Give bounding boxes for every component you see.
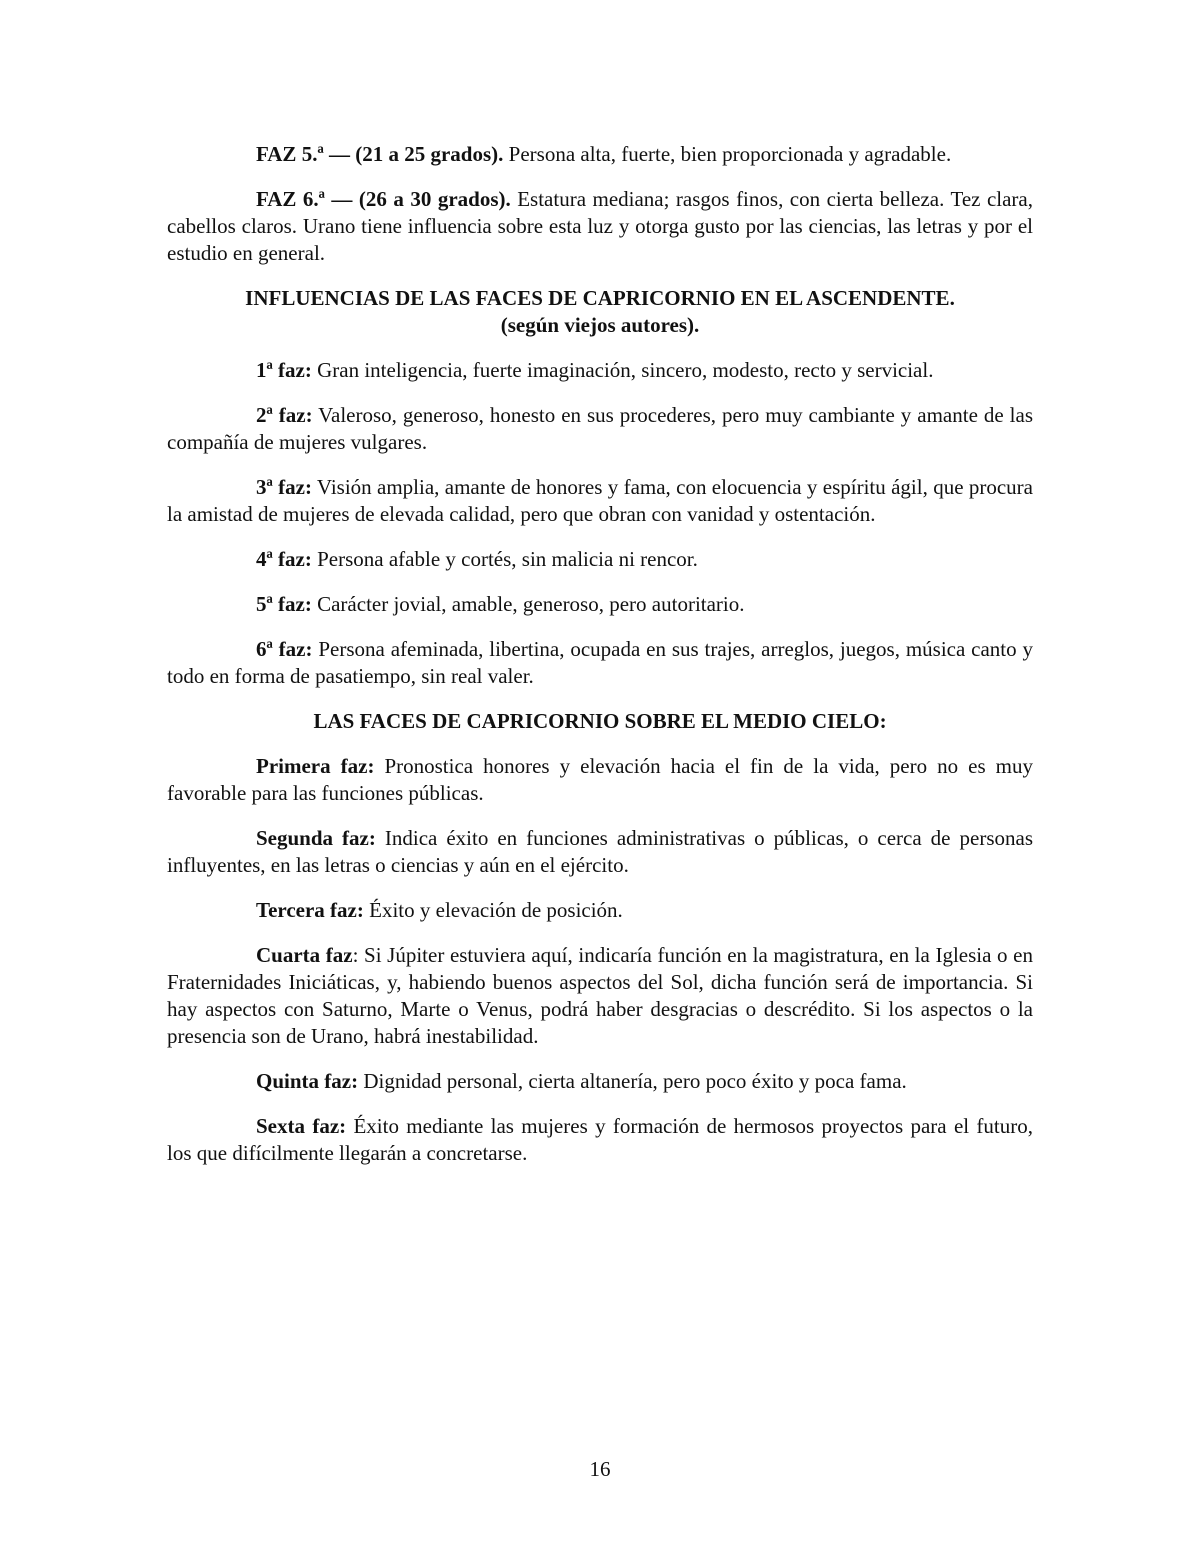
paragraph-text: Valeroso, generoso, honesto en sus procederes, pero muy cambiante y amante de las compañía de mujeres vulgares. [167,403,1033,454]
section-title: INFLUENCIAS DE LAS FACES DE CAPRICORNIO EN EL ASCENDENTE. [245,286,955,310]
paragraph-medio-cielo-4 [167,942,1033,1050]
paragraph-label: FAZ 6.ª — (26 a 30 grados). [256,187,511,211]
paragraph-label: Tercera faz: [256,898,364,922]
paragraph-text: Éxito mediante las mujeres y formación de hermosos proyectos para el futuro, los que difícilmente llegarán a concretarse. [167,1114,1033,1165]
paragraph-faz-6 [167,186,1033,267]
paragraph-text: Éxito y elevación de posición. [369,898,623,922]
paragraph-label: 4ª faz: [256,547,312,571]
paragraph-text: Gran inteligencia, fuerte imaginación, sincero, modesto, recto y servicial. [317,358,934,382]
paragraph-label: Sexta faz: [256,1114,347,1138]
paragraph-ascendente-4 [167,546,1033,573]
paragraph-label: Primera faz: [256,754,375,778]
paragraph-ascendente-1 [167,357,1033,384]
paragraph-label: FAZ 5.ª — (21 a 25 grados). [256,142,504,166]
paragraph-medio-cielo-5 [167,1068,1033,1095]
paragraph-ascendente-6 [167,636,1033,690]
paragraph-label: 6ª faz: [256,637,313,661]
paragraph-text: Indica éxito en funciones administrativas o públicas, o cerca de personas influyentes, en las letras o ciencias y aún en el ejército. [167,826,1033,877]
paragraph-text: Persona alta, fuerte, bien proporcionada y agradable. [508,142,952,166]
paragraph-label: 1ª faz: [256,358,312,382]
paragraph-ascendente-5 [167,591,1033,618]
paragraph-label: 2ª faz: [256,403,313,427]
paragraph-medio-cielo-6 [167,1113,1033,1167]
section-subtitle: (según viejos autores). [500,313,700,337]
paragraph-text: Visión amplia, amante de honores y fama, con elocuencia y espíritu ágil, que procura la amistad de mujeres de elevada calidad, pero que obran con vanidad y ostentación. [167,475,1033,526]
paragraph-ascendente-3 [167,474,1033,528]
paragraph-ascendente-2 [167,402,1033,456]
paragraph-medio-cielo-2 [167,825,1033,879]
page-body [167,141,1033,1185]
paragraph-label: 5ª faz: [256,592,312,616]
paragraph-text: : Si Júpiter estuviera aquí, indicaría función en la magistratura, en la Iglesia o en Fraternidades Iniciáticas, y, habiendo buenos aspectos del Sol, dicha función será de importancia. Si hay aspectos con Saturno, Marte o Venus, podrá haber desgracias o descrédito. Si los aspectos o la presencia son de Urano, habrá inestabilidad. [167,943,1033,1048]
paragraph-faz-5 [167,141,1033,168]
page-number: 16 [589,1457,611,1481]
paragraph-text: Dignidad personal, cierta altanería, pero poco éxito y poca fama. [363,1069,907,1093]
section-heading-ascendente [167,285,1033,339]
paragraph-text: Carácter jovial, amable, generoso, pero autoritario. [317,592,745,616]
paragraph-text: Persona afeminada, libertina, ocupada en sus trajes, arreglos, juegos, música canto y todo en forma de pasatiempo, sin real valer. [167,637,1034,688]
paragraph-text: Persona afable y cortés, sin malicia ni rencor. [317,547,698,571]
paragraph-medio-cielo-3 [167,897,1033,924]
paragraph-label: Cuarta faz [256,943,353,967]
paragraph-label: Quinta faz: [256,1069,359,1093]
section-title: LAS FACES DE CAPRICORNIO SOBRE EL MEDIO CIELO: [313,709,887,733]
paragraph-label: 3ª faz: [256,475,312,499]
paragraph-text: Pronostica honores y elevación hacia el fin de la vida, pero no es muy favorable para las funciones públicas. [167,754,1033,805]
paragraph-text: Estatura mediana; rasgos finos, con cierta belleza. Tez clara, cabellos claros. Urano tiene influencia sobre esta luz y otorga gusto por las ciencias, las letras y por el estudio en general. [167,187,1033,265]
section-heading-medio-cielo [167,708,1033,735]
paragraph-label: Segunda faz: [256,826,376,850]
paragraph-medio-cielo-1 [167,753,1033,807]
